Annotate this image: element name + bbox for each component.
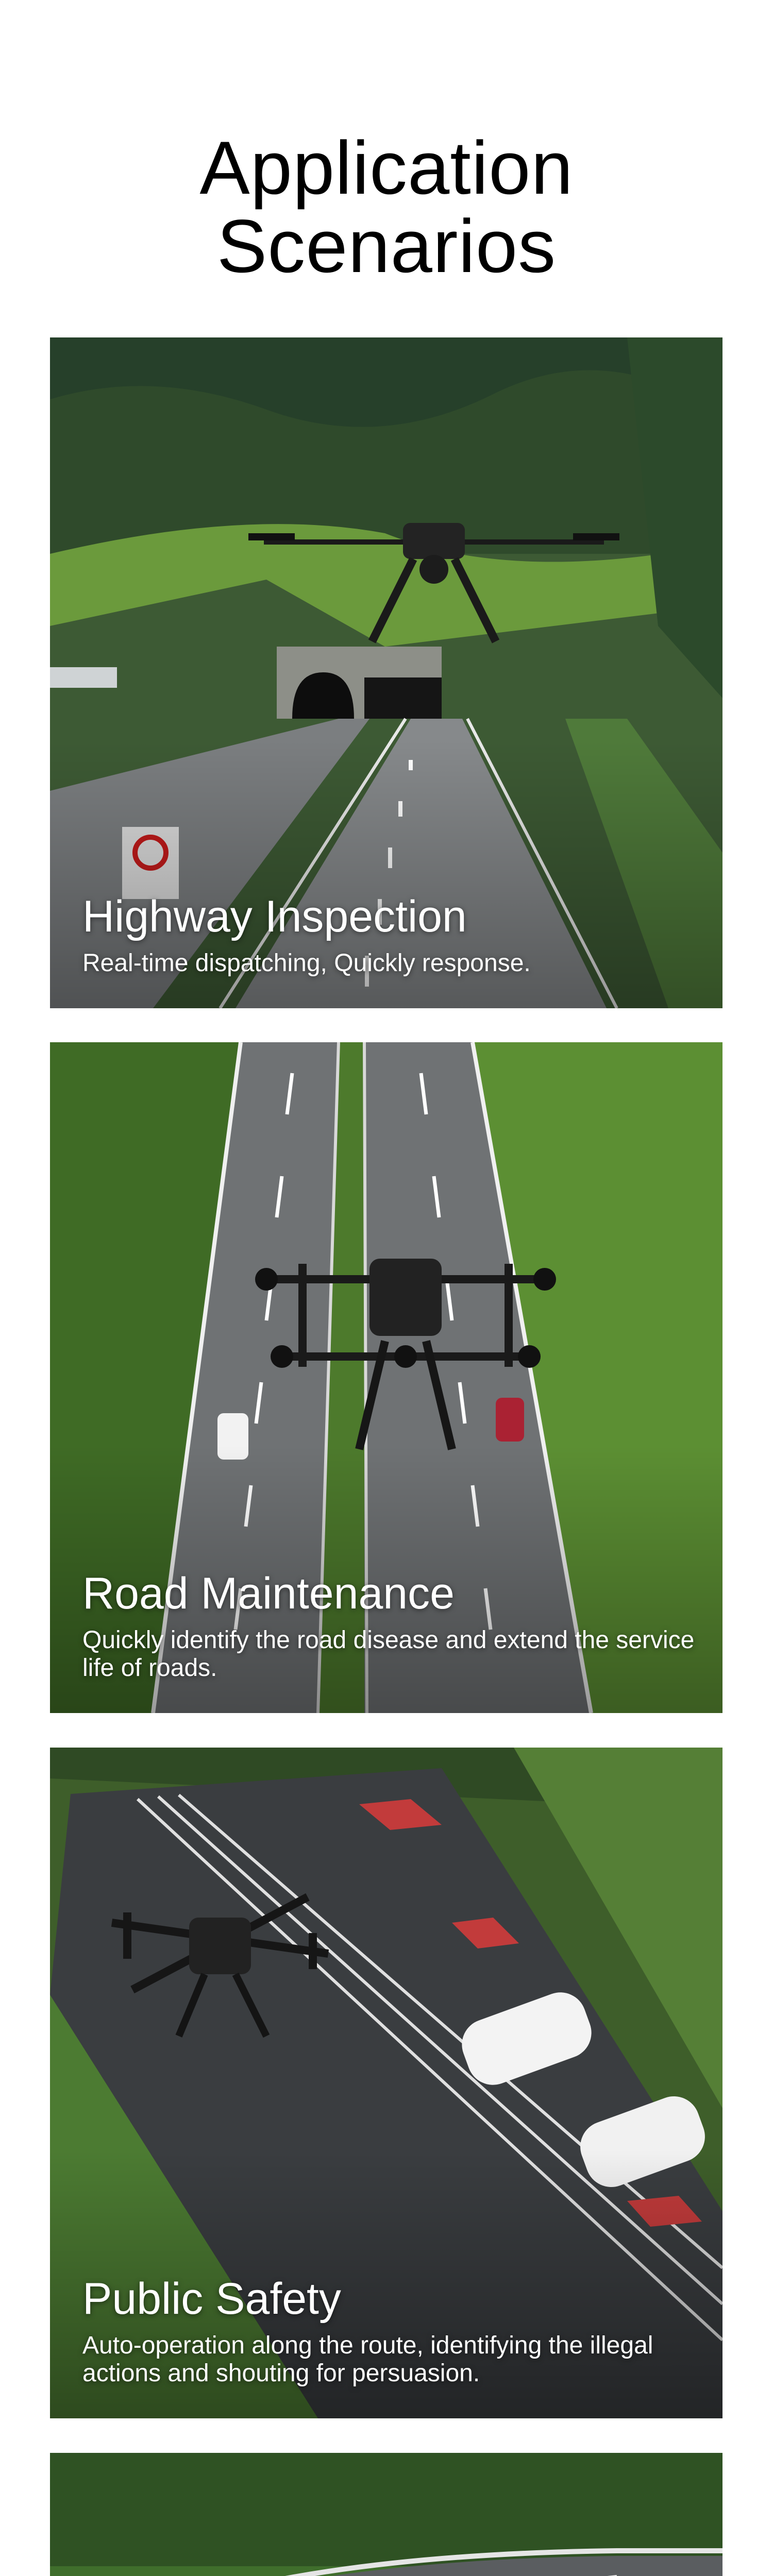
scenario-caption (82, 2273, 697, 2387)
scenario-heading: Highway Inspection (82, 892, 467, 941)
scenario-card-highway-inspection (50, 337, 722, 1008)
scenario-description: Auto-operation along the route, identifying the illegal actions and shouting for persuasion. (82, 2332, 653, 2387)
scenario-description: Real-time dispatching, Quickly response. (82, 950, 531, 977)
scenario-card-public-safety (50, 1748, 722, 2418)
page-title: Application Scenarios (199, 126, 574, 288)
scenario-caption (82, 1568, 697, 1682)
scenario-description: Quickly identify the road disease and extend the service life of roads. (82, 1626, 695, 1682)
scenario-card-road-maintenance (50, 1042, 722, 1713)
scenario-heading: Public Safety (82, 2274, 341, 2324)
traffic-law-enforcement-photo (50, 2453, 722, 2576)
scenario-card-traffic-law-enforcement (50, 2453, 722, 2576)
scenario-caption (82, 891, 697, 977)
scenario-heading: Road Maintenance (82, 1569, 455, 1618)
